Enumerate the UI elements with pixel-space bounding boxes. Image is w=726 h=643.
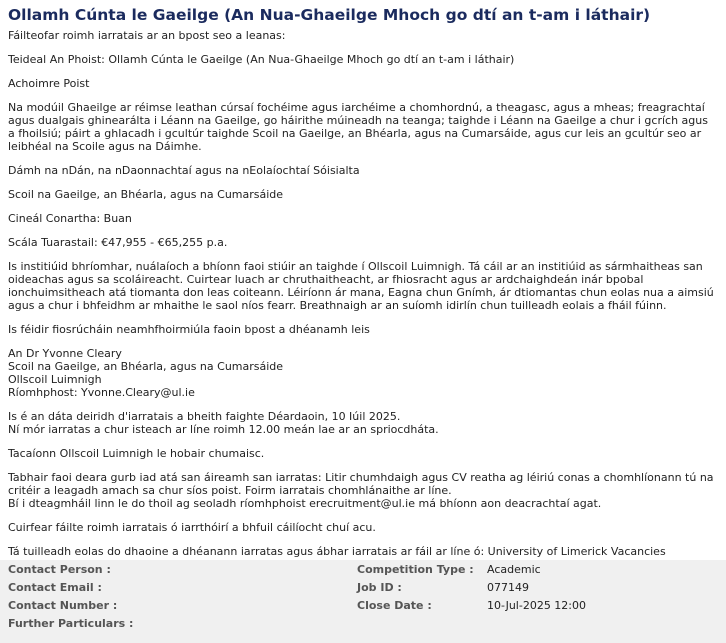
summary-text: Na modúil Ghaeilge ar réimse leathan cúrsaí fochéime agus iarchéime a chomhordnú, a theagasc, agus a mheas; freagrachtaí agus dualgais ghinearálta i Léann na Gaeilge, go háirithe múineadh na teanga; taighde i Léann na Gaeilge a chur i gcrích agus a fhoilsiú; páirt a ghlacadh i gcultúr taighde Scoil na Gaeilge, an Bhéarla, agus na Cumarsáide, agus cur leis an gcultúr seo ar leibhéal na Scoile agus na Dáimhe.	[8, 101, 708, 153]
further-particulars-label: Further Particulars :	[8, 617, 134, 630]
job-description	[8, 29, 714, 569]
close-date-value: 10-Jul-2025 12:00	[487, 599, 587, 612]
vacancies-link[interactable]: University of Limerick Vacancies	[487, 545, 666, 558]
contact-person-label: Contact Person :	[8, 563, 111, 576]
details-row	[0, 615, 726, 633]
deadline-line-2: Ní mór iarratas a chur isteach ar líne roimh 12.00 meán lae ar an spriocdháta.	[8, 423, 439, 436]
contact-email-label: Contact Email :	[8, 581, 102, 594]
deadline-line-1: Is é an dáta deiridh d'iarratais a bheith faighte Déardaoin, 10 Iúil 2025.	[8, 410, 401, 423]
summary-heading: Achoimre Poist	[8, 77, 90, 90]
details-row	[0, 579, 726, 597]
intro-text: Fáilteofar roimh iarratais ar an bpost seo a leanas:	[8, 29, 286, 42]
more-info-text: Tá tuilleadh eolas do dhaoine a dhéanann iarratas agus ábhar iarratais ar fáil ar líne ó:	[8, 545, 485, 558]
job-id-value: 077149	[487, 581, 529, 594]
job-id-label: Job ID :	[357, 581, 402, 594]
school-text: Scoil na Gaeilge, an Bhéarla, agus na Cumarsáide	[8, 188, 284, 201]
contact-name: An Dr Yvonne Cleary	[8, 347, 122, 360]
job-title-line: Teideal An Phoist: Ollamh Cúnta le Gaeilge (An Nua-Ghaeilge Mhoch go dtí an t-am i láthair)	[8, 53, 515, 66]
contact-email-line: Ríomhphost: Yvonne.Cleary@ul.ie	[8, 386, 195, 399]
contract-type-text: Cineál Conartha: Buan	[8, 212, 132, 225]
institution-text: Is institiúid bhríomhar, nuálaíoch a bhíonn faoi stiúir an taighde í Ollscoil Luimnigh. Tá cáil ar an institiúid as sármhaitheas san oideachas agus sa scoláireacht. Cuirtear luach ar chruthaitheacht, ar fhiosracht agus ar ardchaighdeán inár bpobal ionchuimsitheach atá tiomanta don leas coiteann. Léiríonn ár mana, Eagna chun Gnímh, ár dtiomantas chun eolas nua a aimsiú agus a chur i bhfeidhm ar mhaithe le saol níos fearr. Breathnaigh ar an suíomh idirlín chun tuilleadh eolais a fháil fúinn.	[8, 260, 714, 312]
details-row	[0, 561, 726, 579]
salary-scale-text: Scála Tuarastail: €47,955 - €65,255 p.a.	[8, 236, 228, 249]
competition-type-label: Competition Type :	[357, 563, 474, 576]
competition-type-value: Academic	[487, 563, 541, 576]
more-info-paragraph	[8, 545, 714, 558]
job-details-panel	[0, 560, 726, 643]
details-row	[0, 597, 726, 615]
contact-university: Ollscoil Luimnigh	[8, 373, 102, 386]
documents-text: Tabhair faoi deara gurb iad atá san áireamh san iarratas: Litir chumhdaigh agus CV reatha ag léiriú conas a chomhlíonann tú na critéir a leagadh amach sa chur síos poist. Foirm iarratais chomhlánaithe ar líne.	[8, 471, 714, 497]
welcome-text: Cuirfear fáilte roimh iarratais ó iarrthóirí a bhfuil cáilíocht chuí acu.	[8, 521, 376, 534]
difficulty-text: Bí i dteagmháil linn le do thoil ag seoladh ríomhphoist erecruitment@ul.ie má bhíonn aon deacrachtaí agat.	[8, 497, 602, 510]
faculty-text: Dámh na nDán, na nDaonnachtaí agus na nEolaíochtaí Sóisialta	[8, 164, 360, 177]
page-title: Ollamh Cúnta le Gaeilge (An Nua-Ghaeilge Mhoch go dtí an t-am i láthair)	[8, 6, 651, 24]
remote-work-text: Tacaíonn Ollscoil Luimnigh le hobair chumaisc.	[8, 447, 265, 460]
close-date-label: Close Date :	[357, 599, 432, 612]
enquiries-text: Is féidir fiosrúcháin neamhfhoirmiúla faoin bpost a dhéanamh leis	[8, 323, 370, 336]
contact-school: Scoil na Gaeilge, an Bhéarla, agus na Cumarsáide	[8, 360, 284, 373]
contact-number-label: Contact Number :	[8, 599, 118, 612]
